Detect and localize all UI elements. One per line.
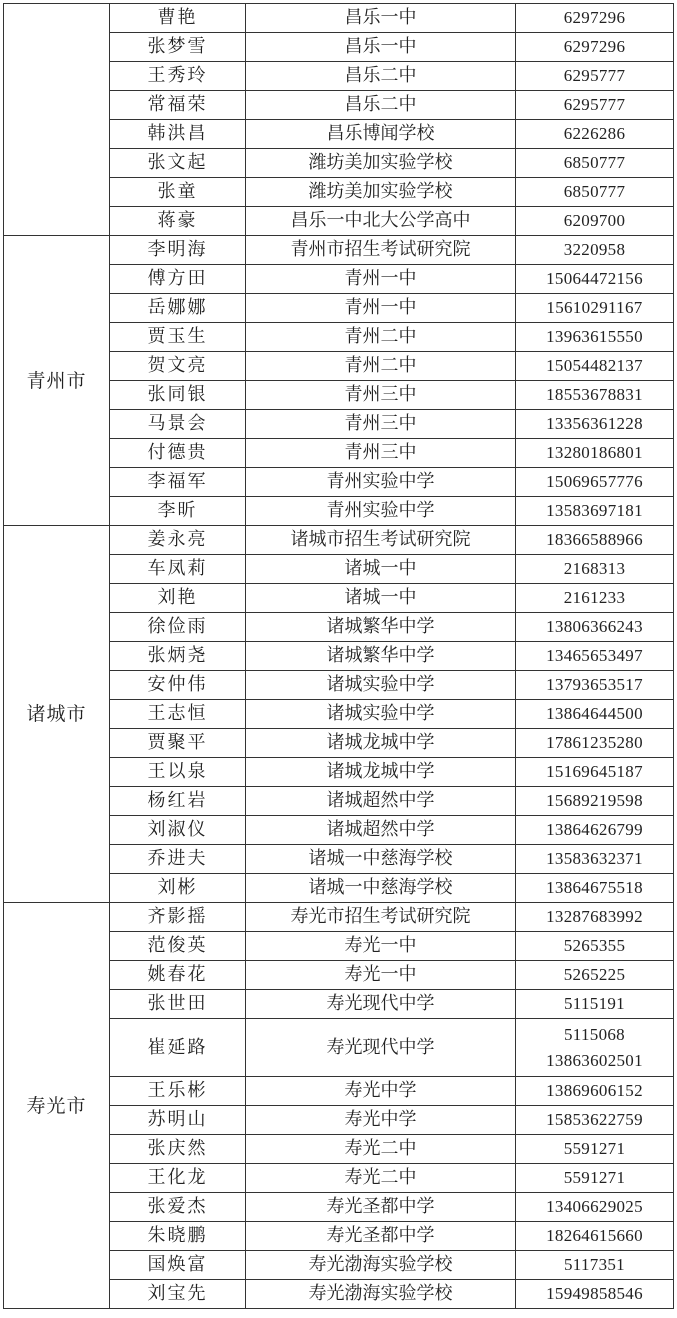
school-cell: 青州二中 (246, 352, 516, 381)
name-cell: 张童 (110, 178, 246, 207)
school-cell: 昌乐一中 (246, 4, 516, 33)
phone-number: 5117351 (564, 1255, 625, 1274)
name-cell: 刘淑仪 (110, 816, 246, 845)
phone-cell (516, 410, 674, 439)
phone-number: 6295777 (563, 95, 626, 114)
school-cell: 潍坊美加实验学校 (246, 178, 516, 207)
school-cell: 青州实验中学 (246, 468, 516, 497)
phone-cell (516, 642, 674, 671)
name-cell: 徐俭雨 (110, 613, 246, 642)
name-cell: 岳娜娜 (110, 294, 246, 323)
phone-number: 18264615660 (546, 1226, 643, 1245)
phone-cell (516, 1106, 674, 1135)
phone-number: 17861235280 (546, 733, 643, 752)
phone-cell (516, 729, 674, 758)
name-cell: 蒋豪 (110, 207, 246, 236)
name-cell: 刘彬 (110, 874, 246, 903)
school-cell: 寿光二中 (246, 1164, 516, 1193)
phone-number: 3220958 (563, 240, 626, 259)
region-cell: 诸城市 (4, 526, 110, 903)
school-cell: 诸城市招生考试研究院 (246, 526, 516, 555)
phone-number: 15610291167 (546, 298, 643, 317)
school-cell: 诸城繁华中学 (246, 642, 516, 671)
phone-number: 5591271 (563, 1168, 626, 1187)
phone-number: 5115191 (564, 994, 625, 1013)
phone-cell (516, 33, 674, 62)
phone-cell (516, 294, 674, 323)
school-cell: 诸城一中 (246, 555, 516, 584)
name-cell: 王以泉 (110, 758, 246, 787)
contact-table-body (4, 4, 674, 1309)
phone-number: 13583697181 (546, 501, 643, 520)
name-cell: 苏明山 (110, 1106, 246, 1135)
name-cell: 付德贵 (110, 439, 246, 468)
name-cell: 张爱杰 (110, 1193, 246, 1222)
phone-number: 5115068 (564, 1024, 625, 1044)
name-cell: 贾聚平 (110, 729, 246, 758)
name-cell: 车凤莉 (110, 555, 246, 584)
phone-cell (516, 1251, 674, 1280)
name-cell: 傅方田 (110, 265, 246, 294)
phone-number: 2161233 (563, 588, 626, 607)
phone-number: 6226286 (563, 124, 626, 143)
phone-number: 6850777 (563, 153, 626, 172)
name-cell: 贾玉生 (110, 323, 246, 352)
phone-number: 13356361228 (546, 414, 643, 433)
phone-number: 13863602501 (546, 1050, 643, 1070)
phone-cell (516, 845, 674, 874)
phone-number: 15054482137 (546, 356, 643, 375)
school-cell: 诸城一中慈海学校 (246, 845, 516, 874)
school-cell: 昌乐二中 (246, 62, 516, 91)
phone-cell (516, 323, 674, 352)
phone-number: 18553678831 (546, 385, 643, 404)
phone-number: 6850777 (563, 182, 626, 201)
school-cell: 寿光渤海实验学校 (246, 1251, 516, 1280)
school-cell: 青州三中 (246, 439, 516, 468)
school-cell: 诸城实验中学 (246, 671, 516, 700)
table-row (4, 903, 674, 932)
region-cell (4, 4, 110, 236)
name-cell: 曹艳 (110, 4, 246, 33)
phone-cell (516, 874, 674, 903)
region-cell: 青州市 (4, 236, 110, 526)
phone-number: 13864626799 (546, 820, 643, 839)
school-cell: 昌乐博闻学校 (246, 120, 516, 149)
phone-number: 15949858546 (546, 1284, 643, 1303)
name-cell: 崔延路 (110, 1019, 246, 1077)
phone-cell (516, 381, 674, 410)
table-row (4, 236, 674, 265)
phone-number: 13869606152 (546, 1081, 643, 1100)
phone-number: 5591271 (563, 1139, 626, 1158)
phone-cell (516, 787, 674, 816)
phone-cell (516, 584, 674, 613)
phone-number: 15069657776 (546, 472, 643, 491)
name-cell: 国焕富 (110, 1251, 246, 1280)
phone-number: 13280186801 (546, 443, 643, 462)
name-cell: 李昕 (110, 497, 246, 526)
name-cell: 张梦雪 (110, 33, 246, 62)
school-cell: 青州二中 (246, 323, 516, 352)
name-cell: 王志恒 (110, 700, 246, 729)
school-cell: 诸城龙城中学 (246, 729, 516, 758)
phone-cell (516, 526, 674, 555)
phone-number: 6297296 (563, 37, 626, 56)
phone-cell (516, 903, 674, 932)
name-cell: 乔进夫 (110, 845, 246, 874)
school-cell: 诸城一中 (246, 584, 516, 613)
school-cell: 青州一中 (246, 265, 516, 294)
phone-number: 13963615550 (546, 327, 643, 346)
school-cell: 寿光圣都中学 (246, 1222, 516, 1251)
name-cell: 刘艳 (110, 584, 246, 613)
name-cell: 韩洪昌 (110, 120, 246, 149)
name-cell: 王乐彬 (110, 1077, 246, 1106)
phone-cell (516, 149, 674, 178)
school-cell: 诸城超然中学 (246, 787, 516, 816)
school-cell: 诸城龙城中学 (246, 758, 516, 787)
phone-cell (516, 1135, 674, 1164)
school-cell: 寿光市招生考试研究院 (246, 903, 516, 932)
name-cell: 刘宝先 (110, 1280, 246, 1309)
school-cell: 寿光中学 (246, 1077, 516, 1106)
phone-cell (516, 497, 674, 526)
phone-cell (516, 439, 674, 468)
phone-number: 5265355 (563, 936, 626, 955)
school-cell: 潍坊美加实验学校 (246, 149, 516, 178)
school-cell: 诸城繁华中学 (246, 613, 516, 642)
school-cell: 寿光一中 (246, 961, 516, 990)
phone-number: 15853622759 (546, 1110, 643, 1129)
name-cell: 李福军 (110, 468, 246, 497)
phone-number: 15169645187 (546, 762, 643, 781)
name-cell: 张文起 (110, 149, 246, 178)
school-cell: 寿光中学 (246, 1106, 516, 1135)
phone-number: 6295777 (563, 66, 626, 85)
phone-cell (516, 932, 674, 961)
name-cell: 张同银 (110, 381, 246, 410)
phone-cell (516, 671, 674, 700)
name-cell: 杨红岩 (110, 787, 246, 816)
phone-cell (516, 1019, 674, 1077)
phone-number: 13465653497 (546, 646, 643, 665)
phone-number: 18366588966 (546, 530, 643, 549)
school-cell: 寿光二中 (246, 1135, 516, 1164)
phone-cell (516, 555, 674, 584)
name-cell: 姚春花 (110, 961, 246, 990)
phone-number: 6297296 (563, 8, 626, 27)
phone-number: 2168313 (563, 559, 626, 578)
phone-cell (516, 468, 674, 497)
school-cell: 诸城一中慈海学校 (246, 874, 516, 903)
table-row (4, 4, 674, 33)
phone-number: 15064472156 (546, 269, 643, 288)
phone-number: 6209700 (563, 211, 626, 230)
phone-cell (516, 613, 674, 642)
school-cell: 寿光圣都中学 (246, 1193, 516, 1222)
school-cell: 昌乐一中 (246, 33, 516, 62)
school-cell: 寿光现代中学 (246, 990, 516, 1019)
school-cell: 青州市招生考试研究院 (246, 236, 516, 265)
phone-cell (516, 1280, 674, 1309)
school-cell: 诸城超然中学 (246, 816, 516, 845)
name-cell: 张庆然 (110, 1135, 246, 1164)
table-row (4, 526, 674, 555)
name-cell: 安仲伟 (110, 671, 246, 700)
name-cell: 马景会 (110, 410, 246, 439)
phone-number: 13864644500 (546, 704, 643, 723)
name-cell: 贺文亮 (110, 352, 246, 381)
phone-cell (516, 758, 674, 787)
school-cell: 昌乐一中北大公学高中 (246, 207, 516, 236)
phone-cell (516, 265, 674, 294)
phone-cell (516, 1222, 674, 1251)
phone-number: 13864675518 (546, 878, 643, 897)
school-cell: 寿光现代中学 (246, 1019, 516, 1077)
phone-cell (516, 91, 674, 120)
phone-cell (516, 4, 674, 33)
phone-cell (516, 816, 674, 845)
school-cell: 昌乐二中 (246, 91, 516, 120)
phone-cell (516, 1077, 674, 1106)
school-cell: 青州一中 (246, 294, 516, 323)
phone-cell (516, 1193, 674, 1222)
region-cell: 寿光市 (4, 903, 110, 1309)
school-cell: 寿光渤海实验学校 (246, 1280, 516, 1309)
phone-cell (516, 207, 674, 236)
phone-cell (516, 236, 674, 265)
phone-number: 5265225 (563, 965, 626, 984)
name-cell: 张世田 (110, 990, 246, 1019)
contact-table (3, 3, 674, 1309)
name-cell: 王秀玲 (110, 62, 246, 91)
phone-cell (516, 1164, 674, 1193)
school-cell: 寿光一中 (246, 932, 516, 961)
phone-number: 13806366243 (546, 617, 643, 636)
name-cell: 王化龙 (110, 1164, 246, 1193)
school-cell: 青州三中 (246, 381, 516, 410)
phone-number: 13583632371 (546, 849, 643, 868)
phone-number: 15689219598 (546, 791, 643, 810)
name-cell: 张炳尧 (110, 642, 246, 671)
name-cell: 范俊英 (110, 932, 246, 961)
phone-cell (516, 352, 674, 381)
name-cell: 姜永亮 (110, 526, 246, 555)
school-cell: 青州三中 (246, 410, 516, 439)
school-cell: 诸城实验中学 (246, 700, 516, 729)
phone-cell (516, 178, 674, 207)
name-cell: 齐影摇 (110, 903, 246, 932)
name-cell: 李明海 (110, 236, 246, 265)
phone-cell (516, 700, 674, 729)
name-cell: 朱晓鹏 (110, 1222, 246, 1251)
name-cell: 常福荣 (110, 91, 246, 120)
phone-cell (516, 62, 674, 91)
phone-number: 13406629025 (546, 1197, 643, 1216)
phone-cell (516, 990, 674, 1019)
phone-cell (516, 961, 674, 990)
phone-cell (516, 120, 674, 149)
phone-number: 13287683992 (546, 907, 643, 926)
school-cell: 青州实验中学 (246, 497, 516, 526)
phone-number: 13793653517 (546, 675, 643, 694)
